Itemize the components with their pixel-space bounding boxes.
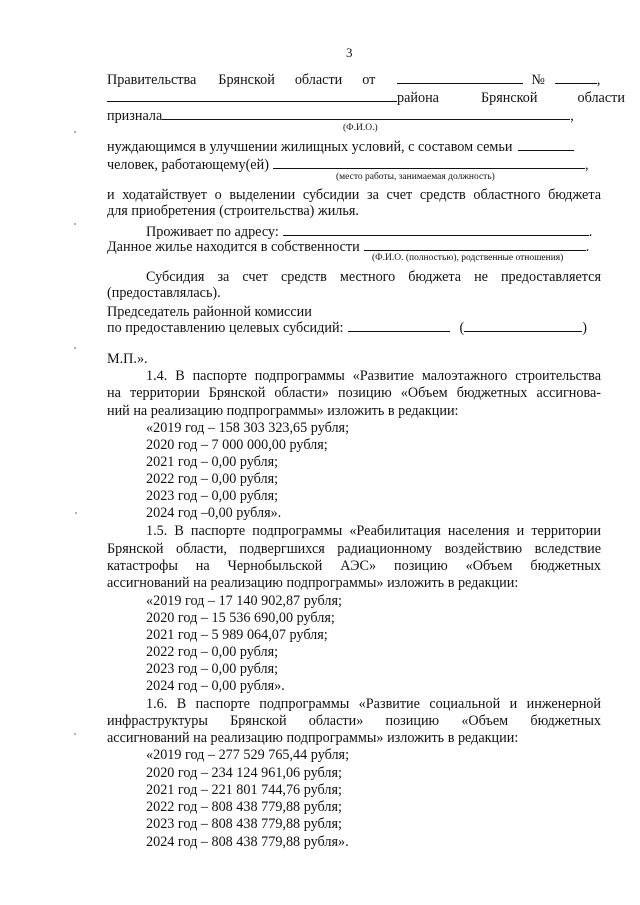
s16-line-2: инфраструктуры Брянской области» позицию «Объем бюджетных: [107, 713, 601, 729]
s15-year-line: 2024 год – 0,00 рубля».: [146, 678, 285, 694]
district-blank: [107, 88, 397, 102]
s15-year-line: 2020 год – 15 536 690,00 рубля;: [146, 610, 335, 626]
form-text: области: [294, 72, 343, 88]
form-text: ,: [584, 157, 589, 173]
s14-year-line: 2020 год – 7 000 000,00 рубля;: [146, 437, 328, 453]
s16-year-line: 2020 год – 234 124 961,06 рубля;: [146, 765, 342, 781]
s14-line-3: ний на реализацию подпрограммы» изложить в редакции:: [107, 403, 459, 419]
form-text: Данное жилье находится в собственности: [107, 239, 360, 255]
scan-speck: [74, 131, 76, 133]
s14-year-line: 2024 год –0,00 рубля».: [146, 505, 282, 521]
scan-speck: [74, 347, 76, 349]
form-text: .: [585, 239, 590, 255]
s15-line-3: катастрофы на Чернобыльской АЭС» позицию «Объем бюджетных: [107, 558, 601, 574]
form-text: от: [362, 72, 376, 88]
s16-year-line: «2019 год – 277 529 765,44 рубля;: [146, 747, 350, 763]
scan-speck: [75, 512, 77, 514]
form-line-1: [107, 70, 601, 89]
form-text: Проживает по адресу:: [146, 224, 279, 240]
form-text: Брянской: [218, 72, 275, 88]
s16-line-3: ассигнований на реализацию подпрограммы» изложить в редакции:: [107, 730, 519, 746]
s14-line-2: на территории Брянской области» позицию «Объем бюджетных ассигнова-: [107, 385, 601, 401]
form-line-13: [107, 318, 601, 337]
form-text: ,: [570, 108, 574, 124]
work-blank: [273, 155, 585, 169]
fio-blank: [162, 106, 570, 120]
form-text: Правительства: [107, 72, 197, 88]
stamp-place: М.П.».: [107, 351, 148, 367]
s16-line-1: 1.6. В паспорте подпрограммы «Развитие социальной и инженерной: [146, 696, 601, 712]
number-sign: №: [531, 72, 545, 88]
date-blank: [397, 70, 523, 84]
s14-year-line: 2021 год – 0,00 рубля;: [146, 454, 279, 470]
form-line-10: Субсидия за счет средств местного бюджета не предоставляется: [146, 269, 601, 285]
scan-speck: [74, 733, 76, 735]
s16-year-line: 2024 год – 808 438 779,88 рубля».: [146, 834, 349, 850]
form-line-7: для приобретения (строительства) жилья.: [107, 203, 359, 219]
s16-year-line: 2022 год – 808 438 779,88 рубля;: [146, 799, 342, 815]
form-line-11: (предоставлялась).: [107, 285, 221, 301]
name-blank: [464, 318, 582, 332]
fio-caption: (Ф.И.О.): [343, 123, 378, 133]
form-text: по предоставлению целевых субсидий:: [107, 320, 344, 336]
s15-line-1: 1.5. В паспорте подпрограммы «Реабилитация населения и территории: [146, 523, 601, 539]
owner-caption: (Ф.И.О. (полностью), родственные отношения): [372, 253, 564, 263]
form-text: человек, работающему(ей): [107, 157, 269, 173]
s15-line-4: ассигнований на реализацию подпрограммы» изложить в редакции:: [107, 575, 519, 591]
form-line-12: Председатель районной комиссии: [107, 304, 312, 320]
paren-open: (: [459, 320, 465, 336]
s15-year-line: 2021 год – 5 989 064,07 рубля;: [146, 627, 328, 643]
page-number: 3: [346, 45, 353, 60]
s15-year-line: 2023 год – 0,00 рубля;: [146, 661, 279, 677]
form-text: района: [397, 90, 439, 106]
family-size-blank: [518, 137, 574, 151]
s14-year-line: 2022 год – 0,00 рубля;: [146, 471, 279, 487]
s14-year-line: «2019 год – 158 303 323,65 рубля;: [146, 420, 350, 436]
owner-blank: [364, 237, 586, 251]
signature-blank: [348, 318, 450, 332]
form-text: Брянской: [480, 90, 538, 106]
scan-speck: [74, 223, 76, 225]
s16-year-line: 2023 год – 808 438 779,88 рубля;: [146, 816, 342, 832]
s14-line-1: 1.4. В паспорте подпрограммы «Развитие малоэтажного строительства: [146, 368, 601, 384]
s14-year-line: 2023 год – 0,00 рубля;: [146, 488, 279, 504]
s15-year-line: 2022 год – 0,00 рубля;: [146, 644, 279, 660]
form-text: нуждающимся в улучшении жилищных условий, с составом семьи: [107, 139, 513, 155]
address-blank: [283, 222, 589, 236]
form-text: ,: [596, 72, 601, 88]
form-text: области: [577, 90, 625, 106]
form-text: .: [588, 224, 593, 240]
form-line-2: [107, 88, 625, 107]
s16-year-line: 2021 год – 221 801 744,76 рубля;: [146, 782, 342, 798]
form-line-4: [107, 137, 601, 156]
s15-line-2: Брянской области, подвергшихся радиационному воздействию вследствие: [107, 541, 601, 557]
form-line-6: и ходатайствует о выделении субсидии за счет средств областного бюджета: [107, 187, 601, 203]
form-text: признала: [107, 108, 163, 124]
work-caption: (место работы, занимаемая должность): [336, 172, 495, 182]
s15-year-line: «2019 год – 17 140 902,87 рубля;: [146, 593, 342, 609]
paren-close: ): [582, 320, 587, 336]
number-blank: [555, 70, 597, 84]
